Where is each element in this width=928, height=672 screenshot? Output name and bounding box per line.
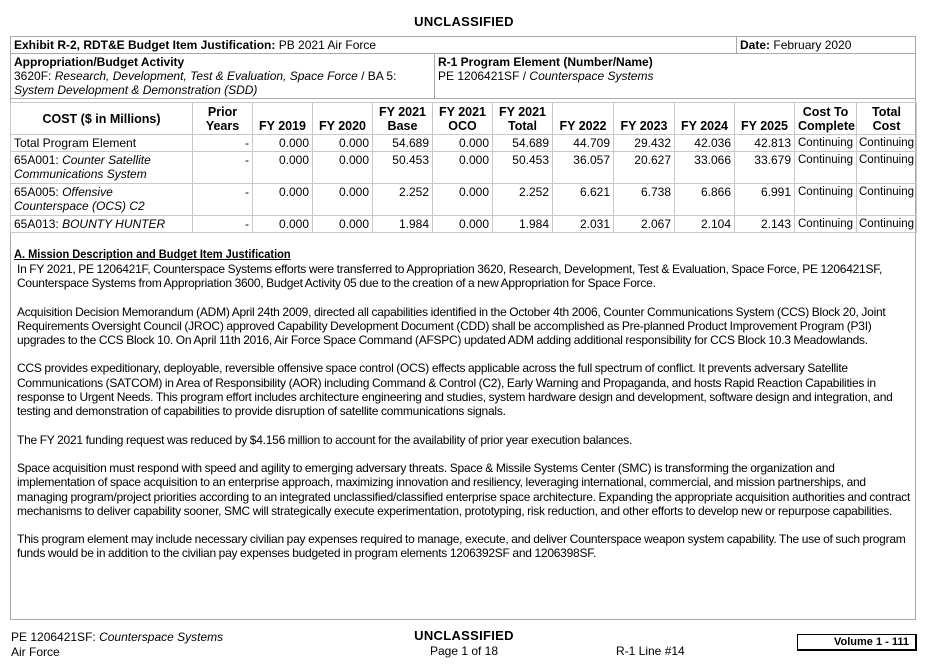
appropriation-ba: System Development & Demonstration (SDD) bbox=[14, 83, 258, 97]
project-name: Offensive Counterspace (OCS) C2 bbox=[14, 185, 145, 213]
appropriation-label: Appropriation/Budget Activity bbox=[14, 55, 185, 69]
cost-cell: Continuing bbox=[857, 184, 917, 216]
classification-banner-bottom: UNCLASSIFIED bbox=[414, 628, 514, 643]
cost-column-header bbox=[373, 103, 433, 135]
cost-column-header bbox=[433, 103, 493, 135]
cost-cell: 42.036 bbox=[675, 135, 735, 152]
cost-cell: 0.000 bbox=[253, 184, 313, 216]
cost-cell: 1.984 bbox=[373, 216, 433, 233]
cost-cell: Continuing bbox=[857, 152, 917, 184]
cost-cell: 54.689 bbox=[373, 135, 433, 152]
cost-table-row bbox=[11, 216, 917, 233]
mission-paragraph: Acquisition Decision Memorandum (ADM) April 24th 2009, directed all capabilities identified in the October 4th 2006, Counter Communications System (CCS) Block 20, Joint Requirements Oversight Council (JROC) approved Capability Development Document (CDD) shall be accomplished as Pre-planned Product Improvement Program (P3I) upgrades to the CCS Block 10. On April 11th 2016, Air Force Space Command (AFSPC) updated ADM adding additional responsibility for CCS Block 10.3 Meadowlands. bbox=[17, 304, 886, 348]
cost-column-header bbox=[11, 103, 193, 135]
cost-cell: 0.000 bbox=[313, 184, 373, 216]
cost-cell: 6.621 bbox=[553, 184, 614, 216]
column-header-line: FY 2020 bbox=[318, 119, 367, 133]
cost-cell: 0.000 bbox=[313, 152, 373, 184]
cost-cell: 6.991 bbox=[735, 184, 795, 216]
cost-row-label bbox=[11, 216, 193, 233]
mission-paragraph: CCS provides expeditionary, deployable, reversible offensive space control (OCS) effects applicable across the full spectrum of conflict. It prevents adversary Satellite Communications (SATCOM) in Area of Responsibility (AOR) including Command & Control (C2), Early Warning and Propaganda, and hosts Rapid Reaction Capabilities in response to Urgent Needs. This program effort includes architecture engineering and studies, system hardware design and development, software design and integration, and testing and demonstration of capabilities to provide disruption of satellite communications signals. bbox=[17, 361, 893, 419]
cost-cell: 2.252 bbox=[493, 184, 553, 216]
cost-cell: 20.627 bbox=[614, 152, 675, 184]
cost-cell: 6.866 bbox=[675, 184, 735, 216]
footer-volume-box: Volume 1 - 111 bbox=[797, 634, 917, 651]
cost-cell: 0.000 bbox=[433, 216, 493, 233]
appropriation-sep: / BA 5: bbox=[357, 69, 397, 83]
mission-paragraph: The FY 2021 funding request was reduced by $4.156 million to account for the availability of prior year execution balances. bbox=[17, 432, 633, 447]
cost-cell: 2.031 bbox=[553, 216, 614, 233]
cost-table-row bbox=[11, 152, 917, 184]
project-code: 65A005: bbox=[14, 185, 59, 199]
cost-cell: 2.252 bbox=[373, 184, 433, 216]
project-name: BOUNTY HUNTER bbox=[62, 217, 166, 231]
project-code: 65A013: bbox=[14, 217, 59, 231]
appropriation-name: Research, Development, Test & Evaluation, Space Force bbox=[54, 69, 358, 83]
column-header-line: FY 2021 bbox=[438, 105, 487, 119]
exhibit-title-cell bbox=[11, 37, 737, 54]
cost-cell: Continuing bbox=[795, 135, 857, 152]
cost-row-label bbox=[11, 184, 193, 216]
row-name: Total Program Element bbox=[14, 136, 137, 150]
cost-column-header bbox=[857, 103, 917, 135]
cost-column-header bbox=[253, 103, 313, 135]
program-element-sep: / bbox=[519, 69, 530, 83]
program-element-label: R-1 Program Element (Number/Name) bbox=[438, 55, 653, 69]
project-code: 65A001: bbox=[14, 153, 59, 167]
column-header-line: FY 2021 bbox=[378, 105, 427, 119]
date-value: February 2020 bbox=[773, 38, 852, 52]
appropriation-cell bbox=[11, 54, 435, 99]
cost-cell: 33.679 bbox=[735, 152, 795, 184]
column-header-line: Cost bbox=[872, 119, 901, 133]
cost-cell: 0.000 bbox=[253, 135, 313, 152]
mission-paragraph: This program element may include necessary civilian pay expenses required to manage, execute, and deliver Counterspace weapon system capability. The use of such program funds would be in addition to the civilian pay expenses budgeted in program elements 1206392SF and 1206398SF. bbox=[17, 532, 906, 561]
cost-cell: Continuing bbox=[857, 135, 917, 152]
cost-cell: 0.000 bbox=[433, 184, 493, 216]
cost-cell: 1.984 bbox=[493, 216, 553, 233]
column-header-line: FY 2024 bbox=[680, 119, 729, 133]
cost-table-header-row bbox=[11, 103, 917, 135]
cost-table-row bbox=[11, 135, 917, 152]
cost-cell: 2.143 bbox=[735, 216, 795, 233]
footer-page-number: Page 1 of 18 bbox=[429, 644, 499, 658]
cost-column-header bbox=[493, 103, 553, 135]
cost-cell: 2.104 bbox=[675, 216, 735, 233]
cost-cell: 42.813 bbox=[735, 135, 795, 152]
cost-cell: Continuing bbox=[795, 216, 857, 233]
project-name: Counter Satellite Communications System bbox=[14, 153, 151, 181]
cost-column-header bbox=[313, 103, 373, 135]
program-element-name: Counterspace Systems bbox=[529, 69, 654, 83]
cost-row-label bbox=[11, 135, 193, 152]
footer-pe-name: Counterspace Systems bbox=[99, 630, 224, 644]
cost-cell: - bbox=[193, 135, 253, 152]
column-header-line: OCO bbox=[448, 119, 477, 133]
cost-cell: Continuing bbox=[795, 184, 857, 216]
cost-row-label bbox=[11, 152, 193, 184]
appropriation-code: 3620F: bbox=[14, 69, 52, 83]
cost-table-body bbox=[11, 135, 917, 233]
cost-cell: 33.066 bbox=[675, 152, 735, 184]
program-element-number: PE 1206421SF bbox=[438, 69, 520, 83]
cost-column-header bbox=[553, 103, 614, 135]
exhibit-header-table bbox=[10, 36, 916, 99]
cost-cell: - bbox=[193, 152, 253, 184]
cost-column-header bbox=[614, 103, 675, 135]
column-header-line: Complete bbox=[798, 119, 855, 133]
column-header-line: Base bbox=[387, 119, 418, 133]
column-header-line: Years bbox=[205, 119, 240, 133]
column-header-line: FY 2023 bbox=[620, 119, 668, 133]
classification-banner-top: UNCLASSIFIED bbox=[414, 14, 514, 29]
cost-column-header bbox=[795, 103, 857, 135]
footer-pe-number: PE 1206421SF: bbox=[11, 630, 96, 644]
column-header-line: FY 2025 bbox=[740, 119, 789, 133]
cost-cell: - bbox=[193, 216, 253, 233]
cost-cell: 0.000 bbox=[253, 152, 313, 184]
cost-table bbox=[10, 102, 917, 233]
exhibit-label-rest: , RDT&E Budget Item Justification: bbox=[76, 38, 276, 52]
column-header-line: COST ($ in Millions) bbox=[42, 111, 161, 126]
date-label: Date: bbox=[740, 38, 771, 52]
cost-cell: Continuing bbox=[795, 152, 857, 184]
column-header-line: FY 2022 bbox=[559, 119, 607, 133]
cost-cell: 29.432 bbox=[614, 135, 675, 152]
program-element-cell bbox=[435, 54, 916, 99]
mission-paragraph: Space acquisition must respond with speed and agility to emerging adversary threats. Space & Missile Systems Center (SMC) is transforming the organization and implementation of space acquisition to an enterprise approach, maximizing innovation and resiliency, leveraging international, commercial, and mission partnerships, and managing program/project priorities according to an integrated unclassified/classified enterprise space architecture. Expanding the appropriate acquisition authorities and contract mechanisms to deliver capability sooner, SMC will strategically execute experimentation, prototyping, risk reduction, and other efforts to develop new or repurpose capabilities. bbox=[17, 460, 911, 518]
column-header-line: Total bbox=[508, 119, 537, 133]
cost-cell: 0.000 bbox=[313, 135, 373, 152]
mission-paragraphs bbox=[14, 262, 912, 561]
column-header-line: Total bbox=[872, 105, 901, 119]
date-cell bbox=[737, 37, 916, 54]
footer-service: Air Force bbox=[11, 645, 60, 659]
cost-cell: 50.453 bbox=[493, 152, 553, 184]
cost-cell: 0.000 bbox=[433, 152, 493, 184]
cost-cell: 0.000 bbox=[253, 216, 313, 233]
column-header-line: Prior bbox=[207, 105, 238, 119]
mission-section bbox=[14, 247, 912, 575]
cost-cell: 54.689 bbox=[493, 135, 553, 152]
exhibit-label: Exhibit R-2 bbox=[14, 38, 77, 52]
cost-cell: 44.709 bbox=[553, 135, 614, 152]
cost-cell: 0.000 bbox=[433, 135, 493, 152]
cost-cell: Continuing bbox=[857, 216, 917, 233]
exhibit-value: PB 2021 Air Force bbox=[278, 38, 377, 52]
mission-paragraph: In FY 2021, PE 1206421F, Counterspace Systems efforts were transferred to Appropriation 3620, Research, Development, Test & Evaluation, Space Force, PE 1206421SF, Counterspace Systems from Appropriation 3600, Budget Activity 05 due to the creation of a new Appropriation for Space Force. bbox=[17, 262, 883, 291]
column-header-line: FY 2019 bbox=[258, 119, 307, 133]
cost-table-row bbox=[11, 184, 917, 216]
cost-cell: 6.738 bbox=[614, 184, 675, 216]
cost-cell: 36.057 bbox=[553, 152, 614, 184]
mission-section-title: A. Mission Description and Budget Item Justification bbox=[14, 247, 291, 261]
column-header-line: Cost To bbox=[802, 105, 849, 119]
cost-cell: 2.067 bbox=[614, 216, 675, 233]
footer-r1-line: R-1 Line #14 bbox=[616, 644, 685, 658]
footer-center bbox=[0, 628, 928, 659]
cost-cell: 0.000 bbox=[313, 216, 373, 233]
column-header-line: FY 2021 bbox=[498, 105, 547, 119]
cost-cell: 50.453 bbox=[373, 152, 433, 184]
cost-column-header bbox=[735, 103, 795, 135]
cost-column-header bbox=[675, 103, 735, 135]
cost-cell: - bbox=[193, 184, 253, 216]
cost-column-header bbox=[193, 103, 253, 135]
